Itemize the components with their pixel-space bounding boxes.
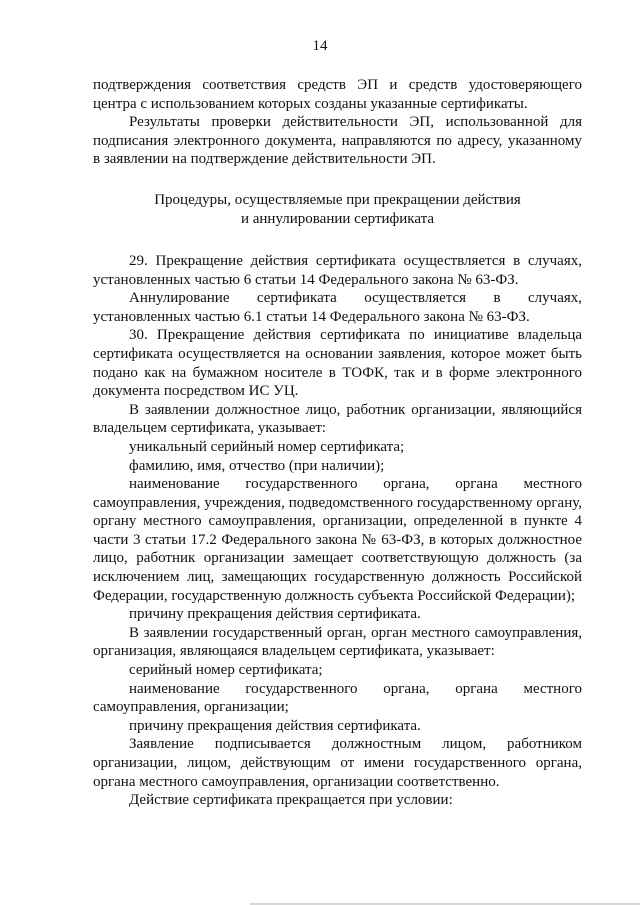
paragraph-verification-results: Результаты проверки действительности ЭП, использованной для подписания электронного документа, направляются по адресу, указанному в заявлении на подтверждение действительности ЭП.	[93, 114, 582, 168]
paragraph-government-intro: В заявлении государственный орган, орган местного самоуправления, организация, являющаяся владельцем сертификата, указывает:	[93, 624, 582, 660]
paragraph-official-intro: В заявлении должностное лицо, работник организации, являющийся владельцем сертификата, указывает:	[93, 401, 582, 437]
list-item-full-name: фамилию, имя, отчество (при наличии);	[129, 457, 385, 474]
list-item-reason-2: причину прекращения действия сертификата.	[129, 717, 421, 734]
page-number: 14	[312, 38, 328, 54]
list-item-government-name: наименование государственного органа, органа местного самоуправления, организации;	[93, 680, 582, 716]
list-item-serial: серийный номер сертификата;	[129, 662, 323, 679]
section-heading	[93, 191, 582, 230]
list-item-reason-1: причину прекращения действия сертификата.	[129, 606, 421, 623]
paragraph-continuation: подтверждения соответствия средств ЭП и средств удостоверяющего центра с использованием которых созданы указанные сертификаты.	[93, 77, 582, 112]
paragraph-condition: Действие сертификата прекращается при условии:	[129, 792, 453, 809]
document-body	[93, 76, 582, 810]
paragraph-29: 29. Прекращение действия сертификата осуществляется в случаях, установленных частью 6 статьи 14 Федерального закона № 63-ФЗ.	[93, 252, 582, 288]
paragraph-annulment: Аннулирование сертификата осуществляется в случаях, установленных частью 6.1 статьи 14 Федерального закона № 63-ФЗ.	[93, 290, 582, 325]
list-item-organization-name: наименование государственного органа, органа местного самоуправления, учреждения, подведомственного государственному органу, органу местного самоуправления, организации, определенной в пункте 4 части 3 статьи 17.2 Федерального закона № 63-ФЗ, в которых должностное лицо, работник организации замещает соответствующую должность (за исключением лиц, замещающих государственную должность Российской Федерации, государственную должность субъекта Российской Федерации);	[93, 476, 582, 604]
section-heading-line-2: и аннулировании сертификата	[240, 211, 435, 228]
section-heading-line-1: Процедуры, осуществляемые при прекращении действия	[154, 191, 521, 208]
paragraph-30: 30. Прекращение действия сертификата по инициативе владельца сертификата осуществляется на основании заявления, которое может быть подано как на бумажном носителе в ТОФК, так и в форме электронного документа посредством ИС УЦ.	[93, 327, 582, 400]
paragraph-signature: Заявление подписывается должностным лицом, работником организации, лицом, действующим от имени государственного органа, органа местного самоуправления, организации соответственно.	[93, 736, 582, 790]
list-item-unique-serial: уникальный серийный номер сертификата;	[129, 438, 405, 455]
